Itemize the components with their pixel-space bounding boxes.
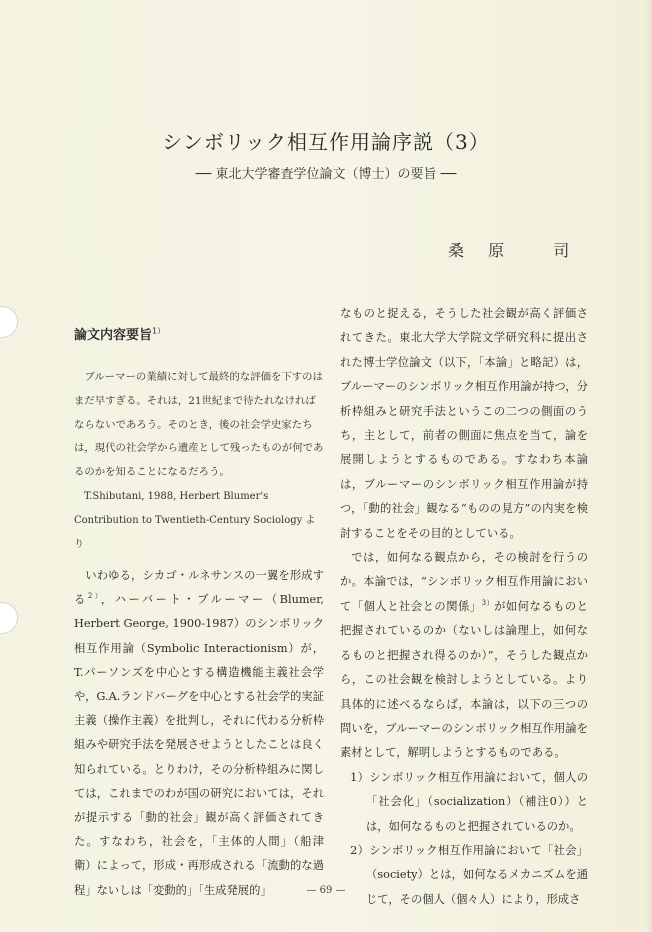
left-p1-text-a: いわゆる，シカゴ・ルネサンスの一翼を形成する: [74, 569, 324, 607]
epigraph: [74, 366, 324, 556]
page-number: — 69 —: [306, 885, 346, 896]
right-p2-note: 3）: [481, 599, 495, 608]
abstract-heading-text: 論文内容要旨: [74, 328, 153, 343]
paper-subtitle: ── 東北大学審査学位論文（博士）の要旨 ──: [195, 167, 457, 182]
right-p2-text-a: では，如何なる観点から，その検討を行うのか。本論では，“シンボリック相互作用論において「個人と社会との関係」: [340, 551, 588, 613]
author-char-1: 桑: [448, 241, 465, 260]
author-char-3: 司: [553, 241, 570, 260]
right-paragraph-2: [340, 546, 588, 766]
punch-hole-top: [0, 306, 18, 338]
left-p1-note: 2）: [87, 592, 101, 601]
epigraph-citation: T.Shibutani, 1988, Herbert Blumer's Contribution to Twentieth-Century Sociology より: [74, 490, 316, 550]
author-char-2: 原: [488, 241, 505, 260]
epigraph-text: ブルーマーの業績に対して最終的な評価を下すのはまだ早すぎる。それは，21世紀まで待たれなければならないであろう。そのとき，後の社会学史家たちは，現代の社会学から遺産として残ったものが何であるのかを知ることになるだろう。: [74, 371, 324, 479]
paper-title: シンボリック相互作用論序説（3）: [162, 130, 490, 154]
question-item-1: 1）シンボリック相互作用論において，個人の「社会化」（socialization）（補注0））とは，如何なるものと把握されているのか。: [350, 770, 588, 833]
right-column: [340, 302, 588, 912]
question-item-2: 2）シンボリック相互作用論において「社会」（society）とは，如何なるメカニズムを通じて，その個人（個々人）により，形成さ: [350, 843, 588, 906]
right-p2-text-b: が如何なるものと把握されているのか（ないしは論理上，如何なるものと把握され得るのか）”，そうした観点から，この社会観を検討しようとしている。より具体的に述べるならば，本論は，以下の三つの問いを，ブルーマーのシンボリック相互作用論を素材として，解明しようとするものである。: [340, 599, 588, 760]
left-p1-text-b: ，ハーバート・ブルーマー（Blumer, Herbert George, 1900-1987）のシンボリック相互作用論（Symbolic Interactionism）が，T.パーソンズを中心とする構造機能主義社会学や，G.A.ランドバーグを中心とする社会学的実証主義（操作主義）を批判し，それに代わる分析枠組みや研究手法を発展させようとしたことは良く知られている。とりわけ，その分析枠組みに関しては，これまでのわが国の研究においては，それが提示する「動的社会」観が高く評価されてきた。すなわち，社会を，「主体的人間」（船津 衛）によって，形成・再形成される「流動的な過程」ないしは「変動的」「生成発展的」: [74, 593, 336, 897]
right-paragraph-1: なものと捉える，そうした社会観が高く評価されてきた。東北大学大学院文学研究科に提出された博士学位論文（以下，「本論」と略記）は，ブルーマーのシンボリック相互作用論が持つ，分析枠組みと研究手法というこの二つの側面のうち，主として，前者の側面に焦点を当て，論を展開しようとするものである。すなわち本論は，ブルーマーのシンボリック相互作用論が持つ，「動的社会」観なる“ものの見方”の内実を検討することをその目的としている。: [340, 307, 588, 540]
abstract-heading: [74, 324, 165, 343]
punch-hole-bottom: [0, 602, 18, 634]
abstract-heading-note: 1）: [152, 326, 166, 336]
author-name: [448, 238, 569, 261]
